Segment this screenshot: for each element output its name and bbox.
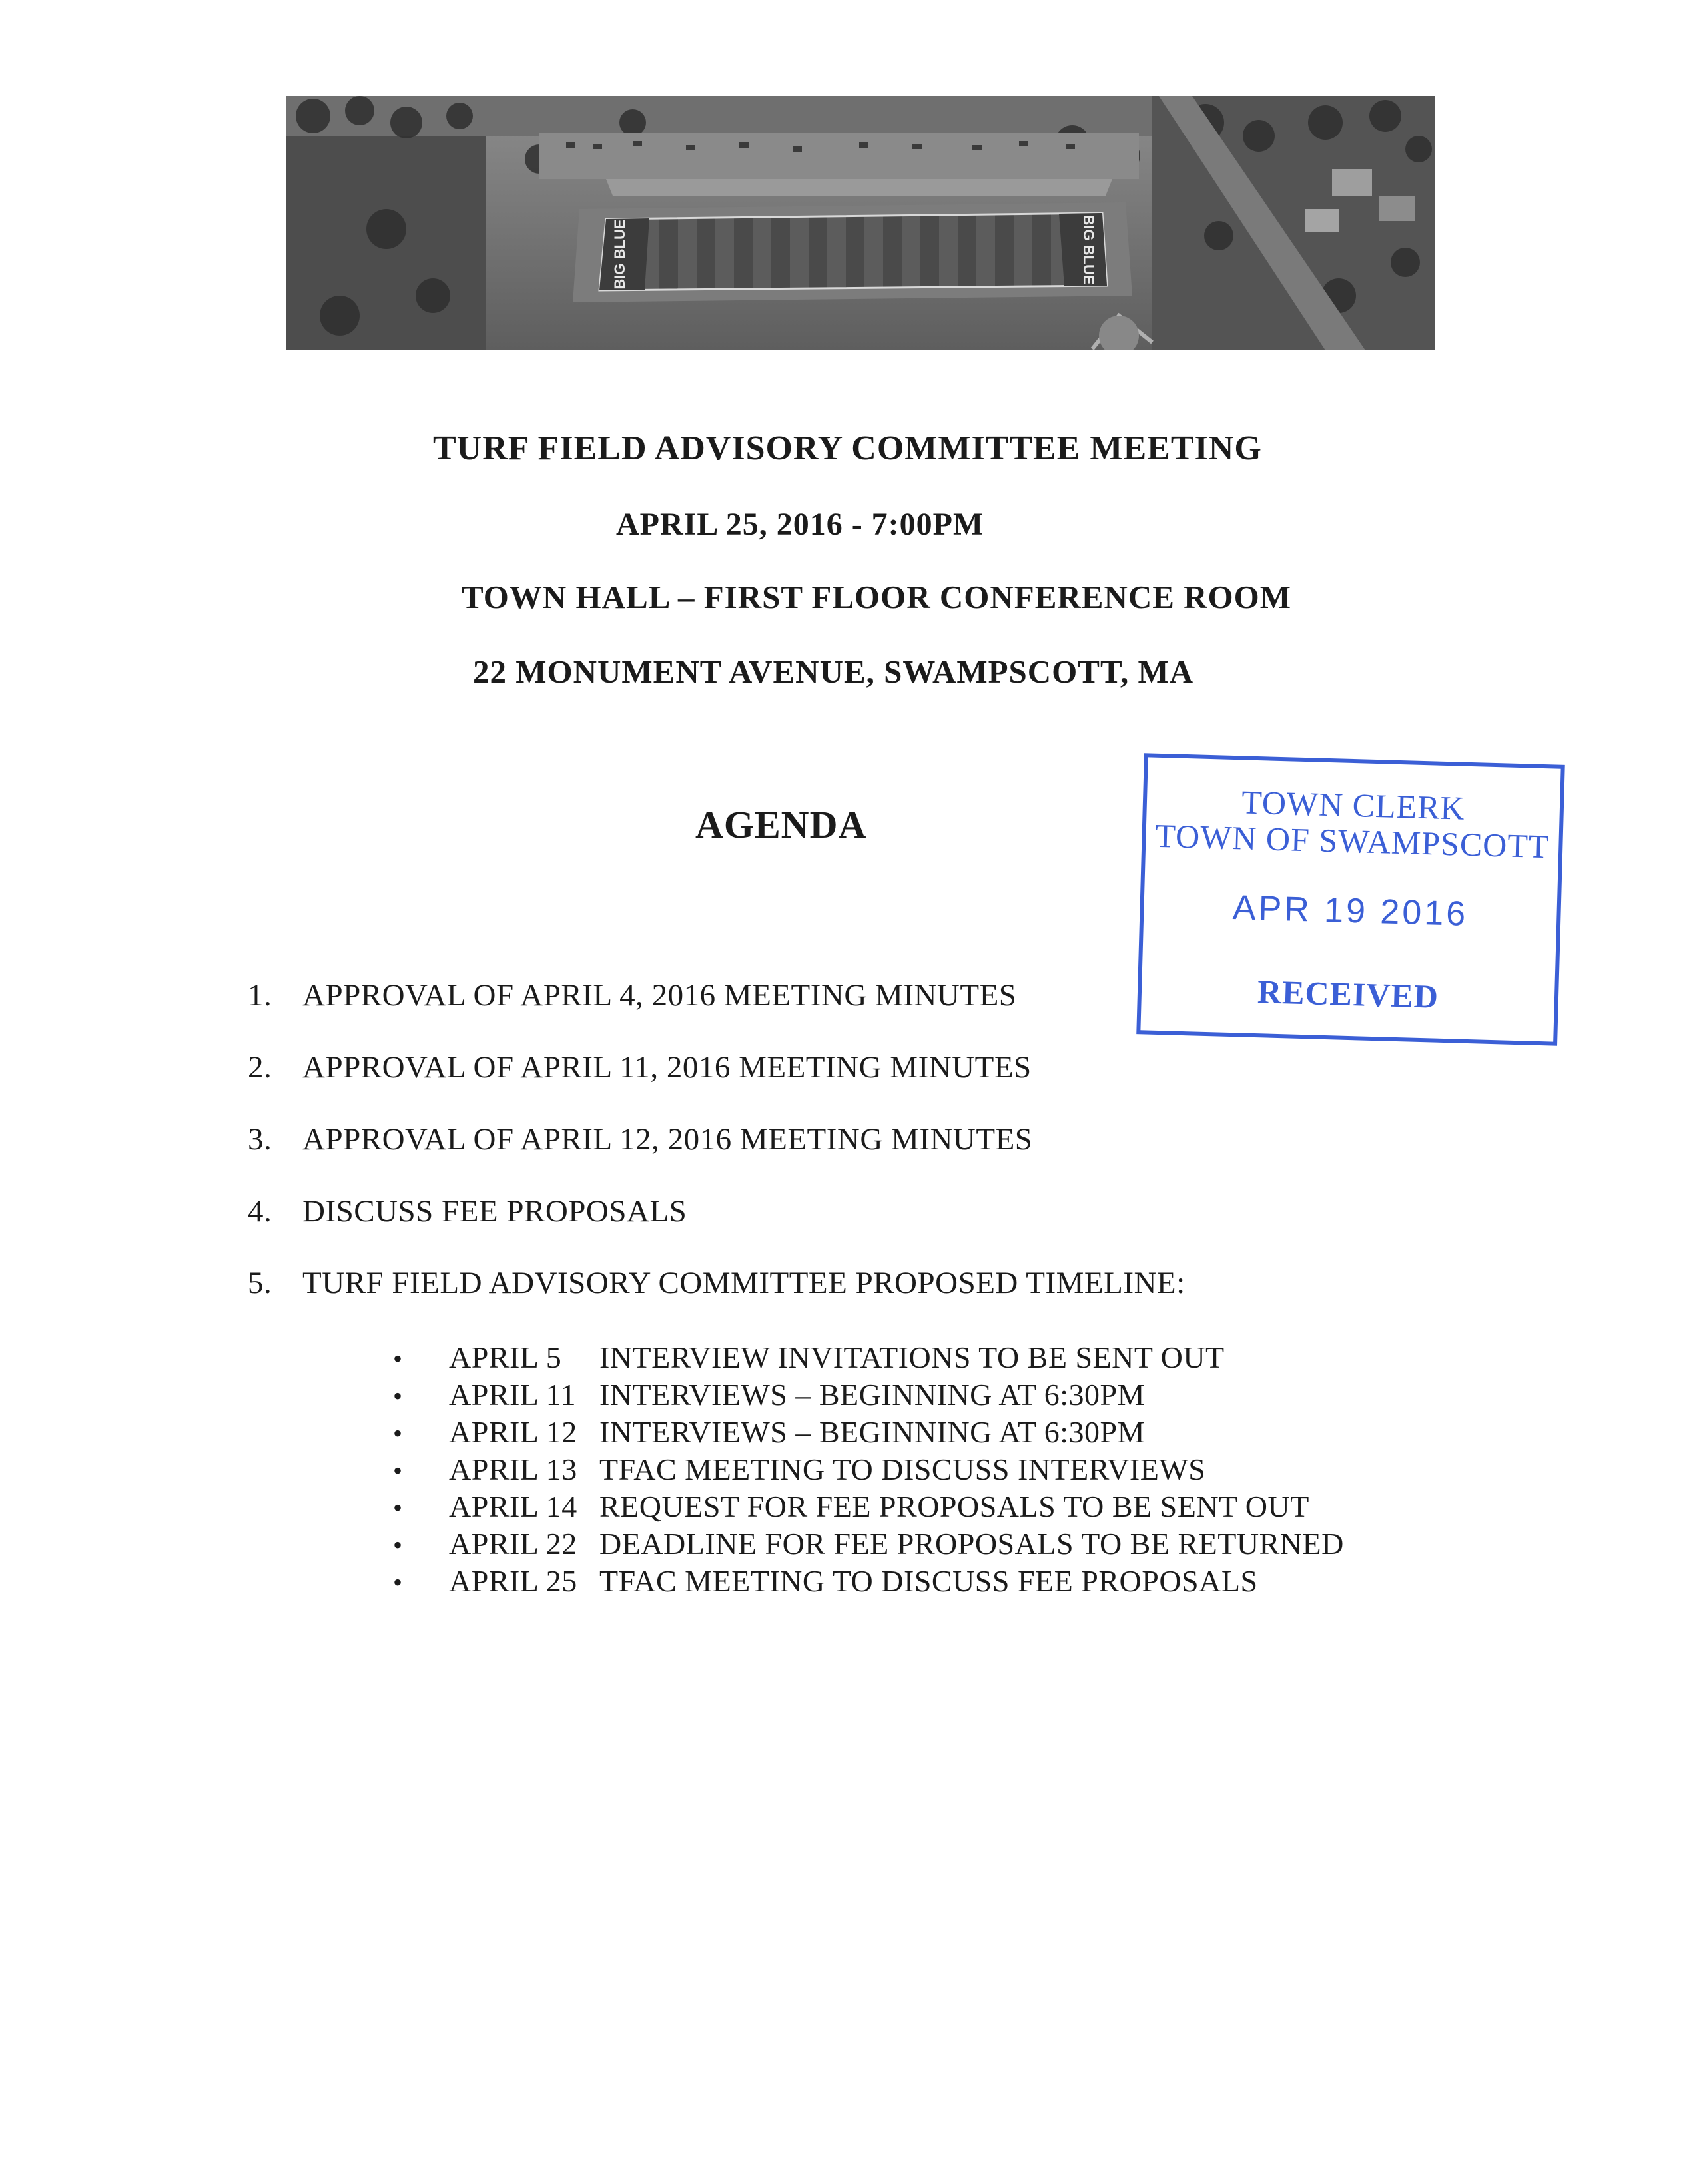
- timeline-date: APRIL 25: [449, 1564, 577, 1598]
- bullet-icon: •: [393, 1456, 403, 1486]
- agenda-item-number: 1.: [248, 978, 272, 1013]
- agenda-item: [248, 1193, 687, 1229]
- timeline-text: INTERVIEWS – BEGINNING AT 6:30PM: [599, 1415, 1146, 1449]
- aerial-field-photo: [286, 96, 1435, 350]
- bullet-icon: •: [393, 1493, 403, 1523]
- meeting-location: TOWN HALL – FIRST FLOOR CONFERENCE ROOM: [462, 579, 1292, 615]
- timeline-item: [393, 1489, 1309, 1524]
- meeting-datetime: APRIL 25, 2016 - 7:00PM: [616, 507, 984, 542]
- agenda-heading: AGENDA: [695, 803, 867, 846]
- timeline-date: APRIL 11: [449, 1378, 576, 1412]
- bullet-icon: •: [393, 1530, 403, 1560]
- timeline-text: INTERVIEW INVITATIONS TO BE SENT OUT: [599, 1340, 1225, 1374]
- agenda-item: [248, 1265, 1186, 1301]
- stamp-date: APR 19 2016: [1232, 888, 1469, 934]
- agenda-item-number: 4.: [248, 1194, 272, 1228]
- town-clerk-stamp: [1136, 753, 1565, 1045]
- stamp-line-town-clerk: TOWN CLERK: [1241, 783, 1466, 827]
- agenda-item-text: APPROVAL OF APRIL 11, 2016 MEETING MINUTES: [302, 1050, 1032, 1085]
- stamp-line-town: TOWN OF SWAMPSCOTT: [1154, 816, 1550, 866]
- agenda-item: [248, 1121, 1032, 1157]
- timeline-item: [393, 1340, 1225, 1375]
- agenda-item-number: 2.: [248, 1050, 272, 1085]
- timeline-text: TFAC MEETING TO DISCUSS INTERVIEWS: [599, 1452, 1206, 1486]
- agenda-item-text: DISCUSS FEE PROPOSALS: [302, 1194, 687, 1228]
- timeline-date: APRIL 13: [449, 1452, 577, 1486]
- timeline-item: [393, 1414, 1145, 1450]
- timeline-text: INTERVIEWS – BEGINNING AT 6:30PM: [599, 1378, 1146, 1412]
- timeline-date: APRIL 12: [449, 1415, 577, 1449]
- timeline-item: [393, 1452, 1205, 1487]
- bullet-icon: •: [393, 1381, 403, 1411]
- meeting-title: TURF FIELD ADVISORY COMMITTEE MEETING: [433, 429, 1262, 467]
- timeline-text: TFAC MEETING TO DISCUSS FEE PROPOSALS: [599, 1564, 1258, 1598]
- agenda-item: [248, 1049, 1032, 1085]
- agenda-item-text: TURF FIELD ADVISORY COMMITTEE PROPOSED TIMELINE:: [302, 1266, 1186, 1300]
- agenda-item-number: 3.: [248, 1122, 272, 1157]
- agenda-item-number: 5.: [248, 1266, 272, 1300]
- timeline-text: DEADLINE FOR FEE PROPOSALS TO BE RETURNED: [599, 1527, 1344, 1561]
- timeline-item: [393, 1563, 1258, 1599]
- endzone-right-text: BIG BLUE: [1080, 214, 1097, 285]
- agenda-item-text: APPROVAL OF APRIL 4, 2016 MEETING MINUTES: [302, 978, 1017, 1013]
- timeline-date: APRIL 5: [449, 1340, 562, 1374]
- bullet-icon: •: [393, 1418, 403, 1448]
- agenda-item: [248, 977, 1016, 1013]
- bullet-icon: •: [393, 1344, 403, 1374]
- timeline-date: APRIL 22: [449, 1527, 577, 1561]
- timeline-item: [393, 1377, 1145, 1412]
- agenda-item-text: APPROVAL OF APRIL 12, 2016 MEETING MINUTES: [302, 1122, 1033, 1157]
- endzone-left-text: BIG BLUE: [611, 219, 628, 290]
- stamp-received: RECEIVED: [1257, 973, 1439, 1015]
- timeline-item: [393, 1526, 1344, 1561]
- bullet-icon: •: [393, 1567, 403, 1597]
- timeline-date: APRIL 14: [449, 1490, 577, 1523]
- meeting-address: 22 MONUMENT AVENUE, SWAMPSCOTT, MA: [473, 653, 1194, 690]
- timeline-text: REQUEST FOR FEE PROPOSALS TO BE SENT OUT: [599, 1490, 1309, 1523]
- aerial-field-image: [286, 96, 1435, 350]
